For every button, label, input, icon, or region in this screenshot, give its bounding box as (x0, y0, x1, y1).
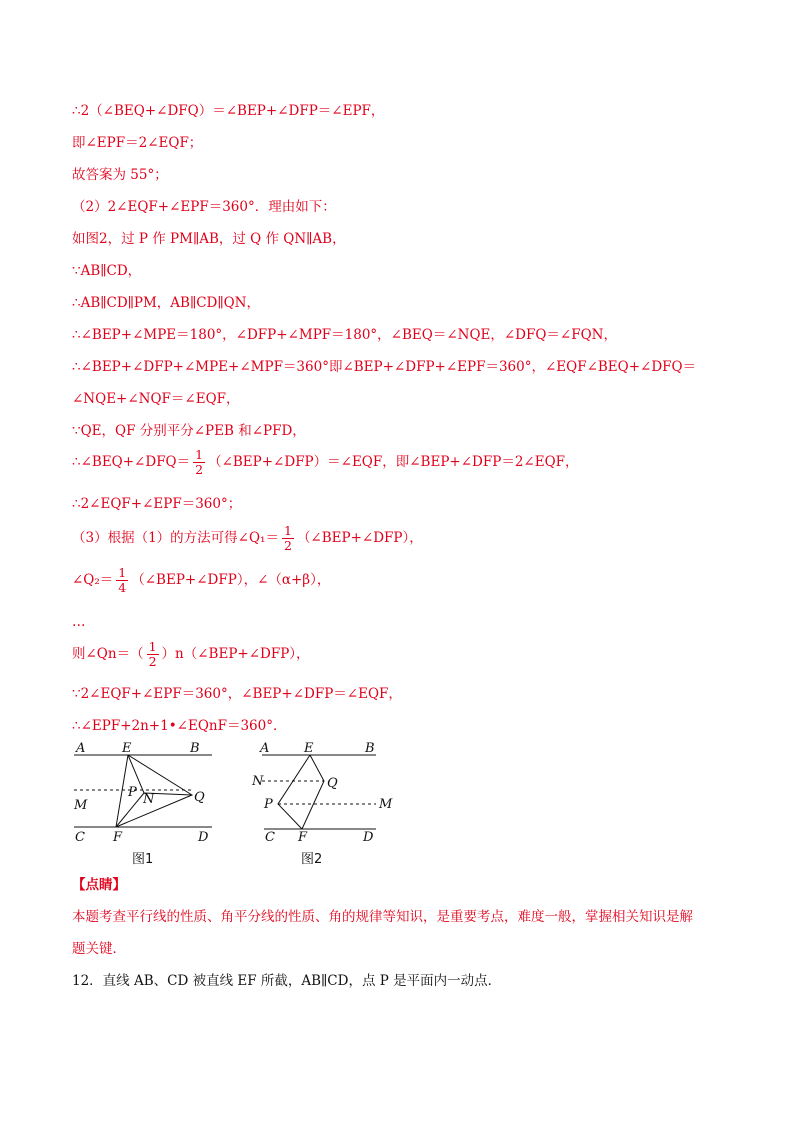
label-d: D (363, 830, 374, 842)
solution-line: ∵AB∥CD， (72, 263, 142, 279)
label-c: C (265, 830, 275, 842)
label-q: Q (194, 790, 205, 805)
fraction-prefix: ∠Q₂＝ (72, 572, 114, 588)
solution-line: ∴2∠EQF+∠EPF＝360°； (72, 496, 242, 512)
fraction (147, 640, 159, 669)
solution-line: ∴2（∠BEQ+∠DFQ）＝∠BEP+∠DFP＝∠EPF， (72, 103, 385, 119)
solution-line: ∠NQE+∠NQF＝∠EQF， (72, 391, 240, 407)
label-b: B (190, 741, 200, 756)
solution-line: ∴∠EPF+2n+1•∠EQnF＝360°． (72, 718, 287, 734)
label-a: A (76, 741, 86, 756)
dianjing-body: 题关键． (72, 941, 126, 957)
solution-line: ∵QE，QF 分别平分∠PEB 和∠PFD， (72, 423, 306, 439)
fraction-denominator: 2 (148, 654, 157, 669)
label-n: N (252, 774, 264, 789)
figure-2-diagram (252, 737, 402, 842)
solution-line: ∴∠BEP+∠MPE＝180°，∠DFP+∠MPF＝180°，∠BEQ＝∠NQE，∠DFQ＝∠FQN， (72, 327, 617, 343)
label-b: B (365, 741, 375, 756)
figure-1-caption: 图1 (132, 852, 154, 867)
label-m: M (379, 797, 393, 812)
solution-line: ∴AB∥CD∥PM，AB∥CD∥QN， (72, 295, 260, 311)
fraction-denominator: 2 (283, 538, 292, 553)
solution-line: 故答案为 55°； (72, 167, 168, 183)
fraction-denominator: 4 (118, 580, 127, 595)
label-c: C (75, 830, 85, 842)
fraction-denominator: 2 (195, 462, 204, 477)
label-f: F (298, 830, 308, 842)
fraction-suffix: （∠BEP+∠DFP）， (296, 530, 423, 546)
fraction-suffix: （∠BEP+∠DFP），∠（α+β）， (131, 572, 331, 588)
fraction-numerator: 1 (118, 565, 127, 580)
solution-line: （2）2∠EQF+∠EPF＝360°．理由如下： (72, 199, 336, 215)
fraction (282, 524, 294, 553)
label-n: N (143, 792, 155, 807)
label-p: P (128, 785, 137, 800)
solution-line: ∴∠BEP+∠DFP+∠MPE+∠MPF＝360°即∠BEP+∠DFP+∠EPF＝360°，∠EQF∠BEQ+∠DFQ＝ (72, 359, 697, 375)
question-12: 12．直线 AB、CD 被直线 EF 所截，AB∥CD，点 P 是平面内一动点． (72, 973, 502, 989)
solution-line: 即∠EPF＝2∠EQF； (72, 135, 203, 151)
fraction-numerator: 1 (195, 447, 204, 462)
figure-2-caption: 图2 (301, 852, 323, 867)
solution-line: … (72, 614, 86, 630)
fraction-numerator: 1 (148, 639, 157, 654)
label-m: M (74, 798, 88, 813)
solution-line-fraction (72, 448, 579, 477)
figure-1-diagram (66, 737, 236, 842)
solution-line-fraction (72, 524, 423, 553)
label-d: D (198, 830, 209, 842)
fraction-prefix: ∴∠BEQ+∠DFQ＝ (72, 454, 191, 470)
dianjing-title: 【点睛】 (72, 877, 126, 893)
dianjing-body: 本题考查平行线的性质、角平分线的性质、角的规律等知识，是重要考点，难度一般，掌握相关知识是解 (72, 909, 693, 925)
fraction (116, 566, 128, 595)
fraction-suffix: （∠BEP+∠DFP）＝∠EQF，即∠BEP+∠DFP＝2∠EQF， (208, 454, 579, 470)
solution-line: ∵2∠EQF+∠EPF＝360°，∠BEP+∠DFP＝∠EQF， (72, 686, 402, 702)
label-p: P (264, 797, 273, 812)
fraction-suffix: ）n（∠BEP+∠DFP）， (161, 646, 310, 662)
fraction-prefix: （3）根据（1）的方法可得∠Q₁＝ (72, 530, 279, 546)
fraction-numerator: 1 (283, 523, 292, 538)
fraction (193, 448, 205, 477)
solution-line-fraction (72, 566, 330, 595)
label-q: Q (327, 776, 338, 791)
label-e: E (304, 741, 314, 756)
label-a: A (260, 741, 270, 756)
solution-line: 如图2，过 P 作 PM∥AB，过 Q 作 QN∥AB， (72, 231, 346, 247)
label-f: F (113, 830, 123, 842)
solution-line-fraction (72, 640, 310, 669)
fraction-prefix: 则∠Qn＝（ (72, 646, 144, 662)
label-e: E (122, 741, 132, 756)
